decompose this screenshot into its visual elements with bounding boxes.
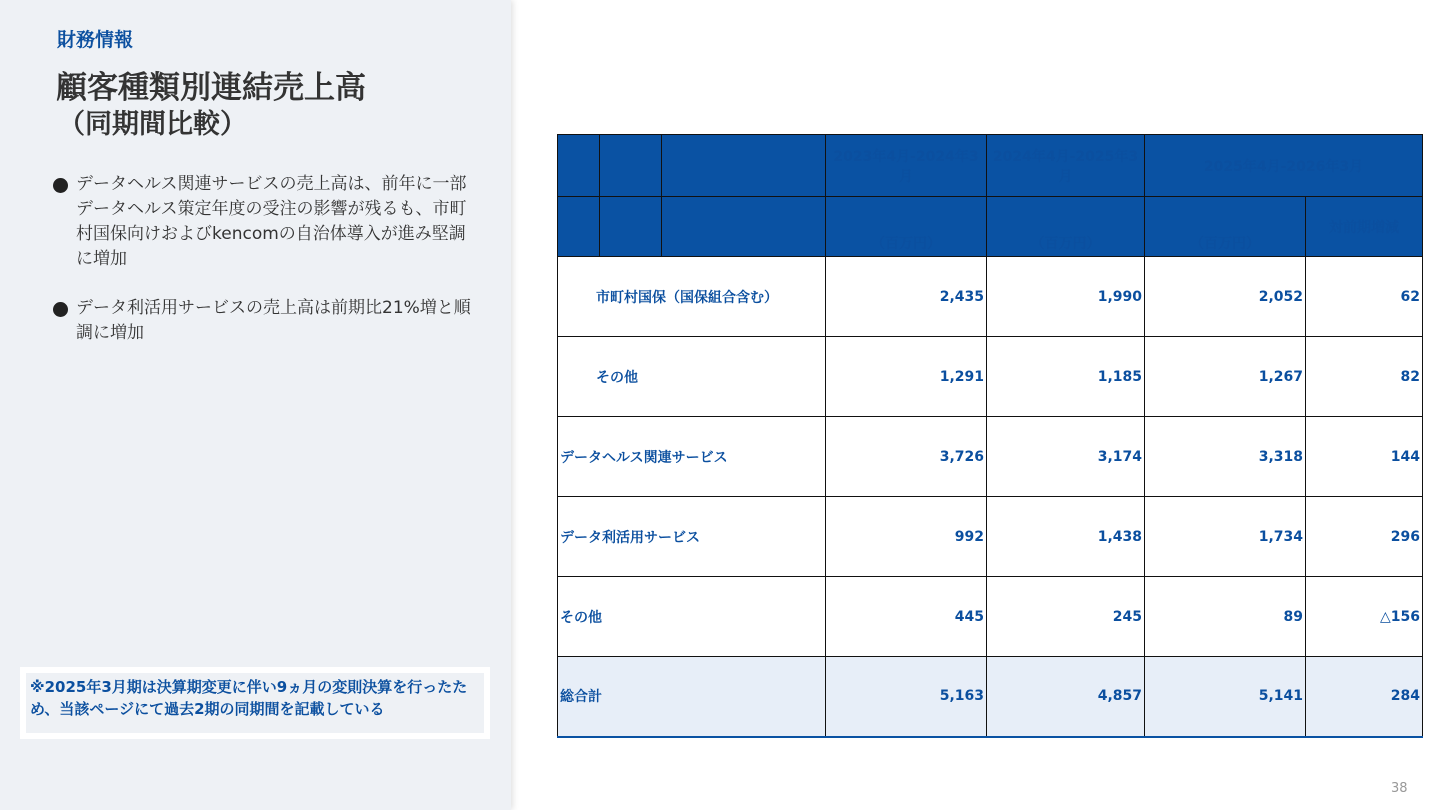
value-cell: 1,990 [987,257,1145,337]
value-cell: 3,726 [826,417,987,497]
footnote-text: ※2025年3月期は決算期変更に伴い9ヵ月の変則決算を行ったため、当該ページにて過去2期の同期間を記載している [26,673,484,733]
header-blank-cell [662,135,826,197]
table-row [558,577,1423,657]
header-blank-cell [558,135,600,197]
value-cell: 445 [826,577,987,657]
header-blank-cell [600,197,662,257]
row-label: その他 [558,337,826,417]
value-cell: 4,857 [987,657,1145,737]
value-cell: 89 [1145,577,1306,657]
page-number: 38 [1391,781,1408,796]
value-cell: 1,438 [987,497,1145,577]
row-label: 総合計 [558,657,826,737]
value-cell: 245 [987,577,1145,657]
table-row [558,337,1423,417]
value-cell: 5,141 [1145,657,1306,737]
change-cell: 284 [1306,657,1423,737]
unit-header: （百万円） [1145,197,1306,257]
table-header-row [558,135,1423,197]
bullet-dot-icon [53,178,68,193]
sales-table [557,134,1423,738]
change-cell: 296 [1306,497,1423,577]
value-cell: 2,435 [826,257,987,337]
unit-header: （百万円） [987,197,1145,257]
change-cell: 82 [1306,337,1423,417]
row-label: その他 [558,577,826,657]
bullet-item [52,296,472,346]
value-cell: 1,185 [987,337,1145,417]
value-cell: 1,267 [1145,337,1306,417]
row-label: データヘルス関連サービス [558,417,826,497]
value-cell: 1,734 [1145,497,1306,577]
table-row [558,257,1423,337]
bullet-item [52,172,472,272]
header-blank-cell [558,197,600,257]
value-cell: 1,291 [826,337,987,417]
unit-header: （百万円） [826,197,987,257]
bullet-text: データヘルス関連サービスの売上高は、前年に一部データヘルス策定年度の受注の影響が残るも、市町村国保向けおよびkencomの自治体導入が進み堅調に増加 [76,174,467,269]
value-cell: 992 [826,497,987,577]
bullet-list [52,172,472,370]
change-cell: △156 [1306,577,1423,657]
change-cell: 144 [1306,417,1423,497]
row-label: データ利活用サービス [558,497,826,577]
section-category: 財務情報 [57,29,134,51]
value-cell: 3,174 [987,417,1145,497]
bullet-text: データ利活用サービスの売上高は前期比21%増と順調に増加 [76,298,471,343]
period-header: 2023年4月-2024年3月 [826,135,987,197]
change-cell: 62 [1306,257,1423,337]
left-panel [0,0,511,810]
bullet-dot-icon [53,302,68,317]
change-header: 対前期増減 [1306,197,1423,257]
period-header: 2025年4月-2026年3月 [1145,135,1423,197]
value-cell: 3,318 [1145,417,1306,497]
table-subheader-row [558,197,1423,257]
value-cell: 2,052 [1145,257,1306,337]
row-label: 市町村国保（国保組合含む） [558,257,826,337]
table-row [558,497,1423,577]
header-blank-cell [662,197,826,257]
value-cell: 5,163 [826,657,987,737]
header-blank-cell [600,135,662,197]
period-header: 2024年4月-2025年3月 [987,135,1145,197]
page-title: 顧客種類別連結売上高 [56,70,366,106]
page-subtitle: （同期間比較） [58,109,247,140]
footnote-box [20,667,490,739]
table-total-row [558,657,1423,737]
table-row [558,417,1423,497]
